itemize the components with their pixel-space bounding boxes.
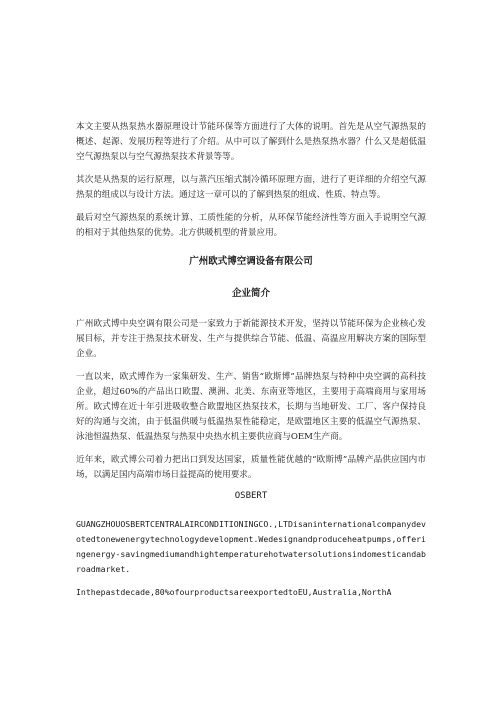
company-title: 广州欧式博空调设备有限公司 xyxy=(189,256,313,267)
document-page xyxy=(76,120,426,608)
english-title: OSBERT xyxy=(234,491,268,501)
intro-section xyxy=(76,120,426,241)
profile-section xyxy=(76,317,426,483)
english-paragraph-2: Inthepastdecade,80%ofourproductsareexportedtoEU,Australia,NorthA xyxy=(76,587,392,597)
intro-paragraph-2: 其次是从热泵的运行原理，以与蒸汽压缩式制冷循环原理方面，进行了更详细的介绍空气源热泵的组成以与设计方法。通过这一章可以的了解到热泵的组成、性质、特点等。 xyxy=(76,175,426,200)
english-paragraph-1: GUANGZHOUOSBERTCENTRALAIRCONDITIONINGCO.,LTDisaninternationalcompanydevotedtonewenergytechnologydevelopment.Wedesignandproduceheatpumps,offeringenergy-savingmediumandhightemperaturehotwatersolutionsindomesticandabroadmarket. xyxy=(76,519,426,574)
profile-paragraph-3: 近年来，欧式博公司着力把出口到发达国家，质量性能优越的“欧斯博”品牌产品供应国内市场，以满足国内高端市场日益提高的使用要求。 xyxy=(76,455,426,480)
english-section xyxy=(76,517,426,600)
profile-paragraph-1: 广州欧式博中央空调有限公司是一家致力于新能源技术开发，坚持以节能环保为企业核心发展目标，并专注于热泵技术研发、生产与提供综合节能、低温、高温应用解决方案的国际型企业。 xyxy=(76,319,426,359)
profile-paragraph-2: 一直以来，欧式博作为一家集研发、生产、销售“欧斯博”品牌热泵与特种中央空调的高科技企业，超过60%的产品出口欧盟、澳洲、北美、东南亚等地区，主要用于高端商用与家用场所。欧式博在近十年引进吸收整合欧盟地区热泵技术，长期与当地研发、工厂、客户保持良好的沟通与交流，由于低温供暖与低温热泵性能稳定，是欧盟地区主要的低温空气源热泵、泳池恒温热泵、低温热泵与热泵中央热水机主要供应商与OEM生产商。 xyxy=(76,372,426,442)
profile-title: 企业简介 xyxy=(231,288,270,299)
intro-paragraph-3: 最后对空气源热泵的系统计算、工质性能的分析，从环保节能经济性等方面入手说明空气源的相对于其他热泵的优势。北方供暖机型的背景应用。 xyxy=(76,213,426,238)
intro-paragraph-1: 本文主要从热泵热水器原理设计节能环保等方面进行了大体的说明。首先是从空气源热泵的概述、起源、发展历程等进行了介绍。从中可以了解到什么是热泵热水器？什么又是超低温空气源热泵以与空气源热泵技术背景等等。 xyxy=(76,122,426,162)
